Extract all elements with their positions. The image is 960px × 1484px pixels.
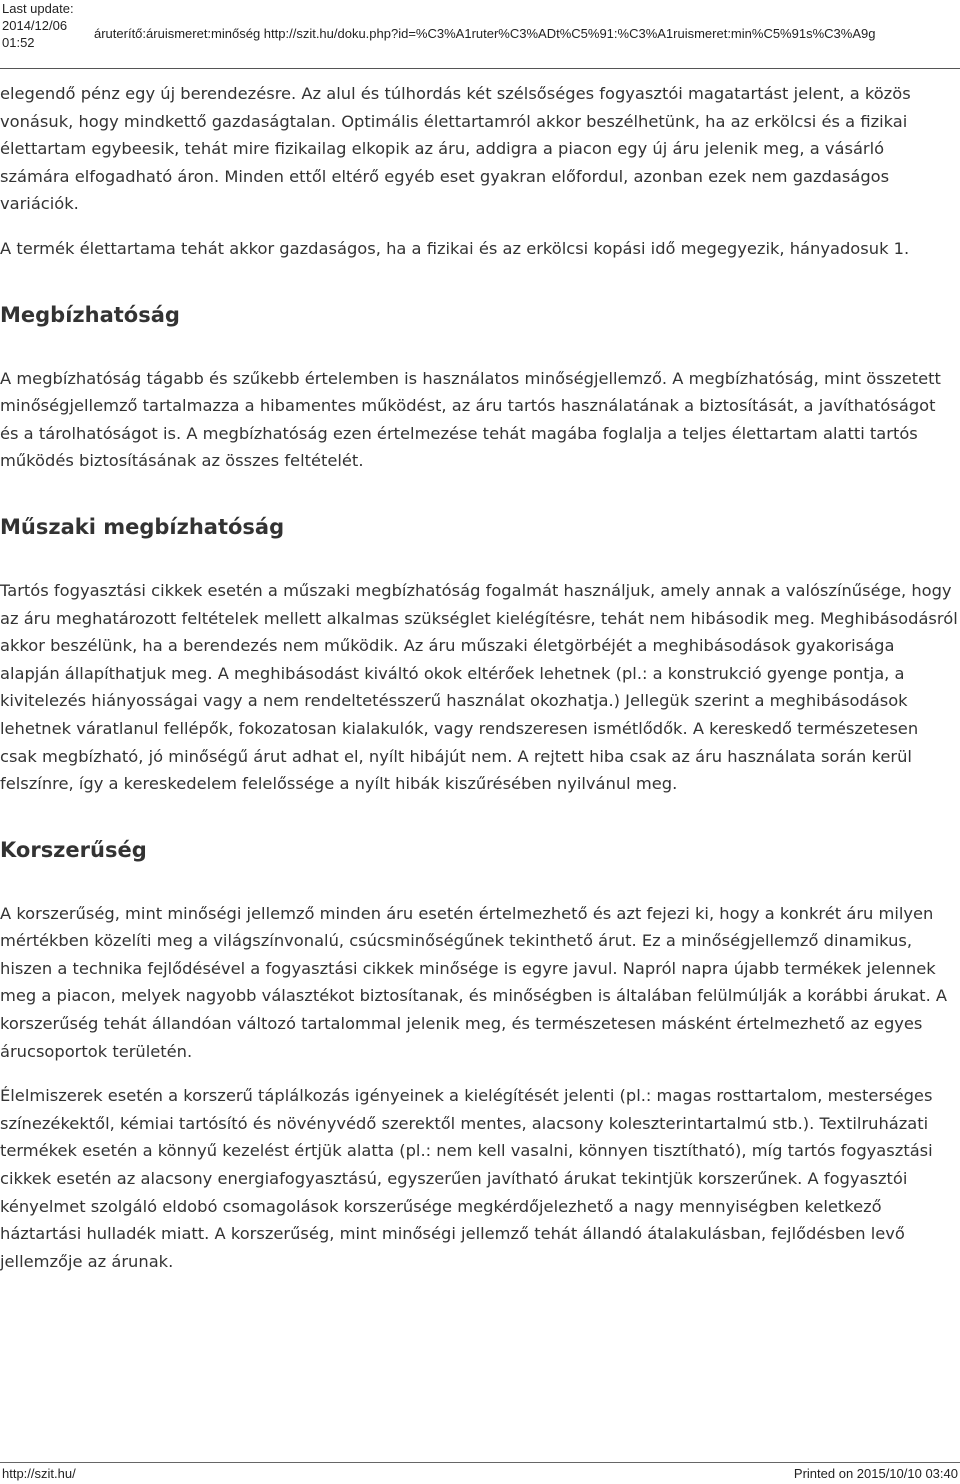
printed-on: Printed on 2015/10/10 03:40: [793, 1466, 958, 1481]
section-heading-muszaki-megbizhatosag: Műszaki megbízhatóság: [0, 514, 285, 539]
page-footer: [0, 1462, 960, 1484]
paragraph: Tartós fogyasztási cikkek esetén a műszaki megbízhatóság fogalmát használjuk, amely annak a valószínűsége, hogy az áru meghatározott feltételek mellett alkalmas szükséglet kielégítésre, tehát nem hibásodik meg. Meghibásodásról akkor beszélünk, ha a berendezés nem működik. Az áru műszaki életgörbéjét a meghibásodások gyakorisága alapján állapíthatjuk meg. A meghibásodást kiváltó okok eltérőek lehetnek (pl.: a konstrukció gyenge pontja, a kivitelezés hiányosságai vagy a nem rendeltetésszerű használat okozhatja.) Jellegük szerint a meghibásodások lehetnek váratlanul fellépők, fokozatosan kialakulók, vagy rendszeresen ismétlődők. A kereskedő természetesen csak megbízható, jó minőségű árut adhat el, nyílt hibájút nem. A rejtett hiba csak az áru használata során kerül felszínre, így a kereskedelem felelőssége a nyílt hibák kiszűrésében nyilvánul meg.: [0, 580, 958, 794]
paragraph: A korszerűség, mint minőségi jellemző minden áru esetén értelmezhető és azt fejezi ki, hogy a konkrét áru milyen mértékben közelíti meg a világszínvonalú, csúcsminőségűnek tekinthető árut. Ez a minőségjellemző dinamikus, hiszen a technika fejlődésével a fogyasztási cikkek minősége is egyre javul. Napról napra újabb termékek jelennek meg a piacon, melyek nagyobb választékot biztosítanak, és minőségben is általában felülmúlják a korábbi árukat. A korszerűség tehát állandóan változó tartalommal jelenik meg, és természetesen másként értelmezhető az egyes árucsoportok területén.: [0, 903, 948, 1061]
section-heading-korszeruseg: Korszerűség: [0, 837, 147, 862]
page-header: [0, 0, 960, 69]
last-update-value: 2014/12/06 01:52: [2, 18, 68, 50]
paragraph: Élelmiszerek esetén a korszerű táplálkozás igényeinek a kielégítését jelenti (pl.: magas rosttartalom, mesterséges színezékektől, kémiai tartósító és növényvédő szerektől mentes, alacsony koleszterintartalmú stb.). Textilruházati termékek esetén a könnyű kezelést értjük alatta (pl.: nem kell vasalni, könnyen tisztítható), míg tartós fogyasztási cikkek esetén az alacsony energiafogyasztású, egyszerűen javítható árukat tekintjük korszerűnek. A fogyasztói kényelmet szolgáló eldobó csomagolások korszerűsége megkérdőjelezhető a nagy mennyiségben keletkező háztartási hulladék miatt. A korszerűség, mint minőségi jellemző tehát állandó átalakulásban, fejlődésben levő jellemzője az árunak.: [0, 1086, 933, 1271]
section-heading-megbizhatosag: Megbízhatóság: [0, 302, 180, 327]
document-body: [0, 80, 958, 1292]
page-url[interactable]: áruterítő:áruismeret:minőség http://szit.hu/doku.php?id=%C3%A1ruter%C3%ADt%C5%91:%C3%A1ruismeret:min%C5%91s%C3%A9g: [94, 26, 876, 41]
paragraph: A termék élettartama tehát akkor gazdaságos, ha a fizikai és az erkölcsi kopási idő megegyezik, hányadosuk 1.: [0, 238, 910, 258]
site-url-link[interactable]: http://szit.hu/: [2, 1466, 76, 1481]
paragraph: A megbízhatóság tágabb és szűkebb értelemben is használatos minőségjellemző. A megbízhatóság, mint összetett minőségjellemző tartalmazza a hibamentes működést, az áru tartós használatának a biztosítását, a javíthatóságot és a tárolhatóságot is. A megbízhatóság ezen értelmezése tehát magába foglalja a teljes élettartam alatti tartós működés biztosításának az összes feltételét.: [0, 368, 941, 471]
last-update-label: Last update:: [2, 1, 74, 16]
last-update: [2, 0, 82, 51]
paragraph: elegendő pénz egy új berendezésre. Az alul és túlhordás két szélsőséges fogyasztói magatartást jelent, a közös vonásuk, hogy mindkettő gazdaságtalan. Optimális élettartamról akkor beszélhetünk, ha az erkölcsi és a fizikai élettartam egybeesik, tehát mire fizikailag elkopik az áru, addigra a piacon egy új áru jelenik meg, a vásárló számára elfogadható áron. Minden ettől eltérő egyéb eset gyakran előfordul, azonban ezek nem gazdaságos variációk.: [0, 84, 911, 214]
